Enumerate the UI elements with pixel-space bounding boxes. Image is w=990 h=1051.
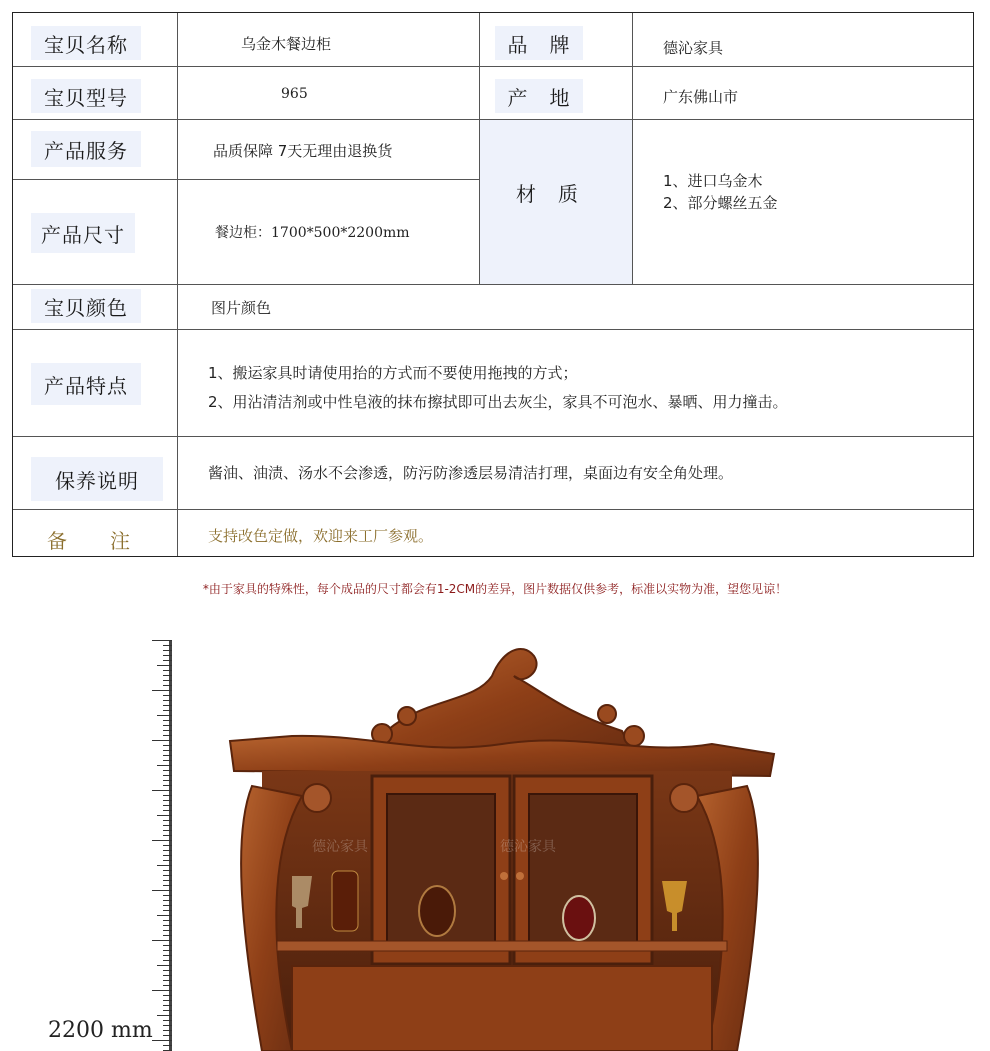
care-value: 酱油、油渍、汤水不会渗透，防污防渗透层易清洁打理，桌面边有安全角处理。 <box>208 464 734 482</box>
ruler-tick <box>163 695 172 696</box>
origin-value: 广东佛山市 <box>663 88 739 106</box>
feature-item: 1、搬运家具时请使用抬的方式而不要使用拖拽的方式； <box>208 364 578 382</box>
ruler-tick <box>163 775 172 776</box>
ruler-tick <box>163 705 172 706</box>
ruler-tick <box>163 685 172 686</box>
ruler-tick <box>163 1035 172 1036</box>
brand-label: 品 牌 <box>495 26 583 60</box>
product-name-label: 宝贝名称 <box>31 26 141 60</box>
ruler-tick <box>163 1045 172 1046</box>
features-list <box>208 359 788 417</box>
ruler-tick <box>157 765 172 766</box>
service-label: 产品服务 <box>31 131 141 167</box>
ruler-tick <box>163 760 172 761</box>
ruler-tick <box>163 745 172 746</box>
ruler-tick <box>163 785 172 786</box>
ruler-tick <box>163 710 172 711</box>
ruler-tick <box>163 1010 172 1011</box>
ruler-tick <box>163 950 172 951</box>
ruler-tick <box>163 960 172 961</box>
remark-value: 支持改色定做，欢迎来工厂参观。 <box>208 527 434 545</box>
ruler-tick <box>163 660 172 661</box>
ruler-tick <box>163 855 172 856</box>
ruler-tick <box>163 945 172 946</box>
ruler-tick <box>152 890 172 891</box>
ruler-tick <box>163 870 172 871</box>
ruler-tick <box>163 805 172 806</box>
feature-item: 2、用沾清洁剂或中性皂液的抹布擦拭即可出去灰尘，家具不可泡水、暴晒、用力撞击。 <box>208 393 788 411</box>
ruler-tick <box>163 955 172 956</box>
ruler-tick <box>163 900 172 901</box>
ruler-tick <box>157 665 172 666</box>
ruler-tick <box>163 680 172 681</box>
height-ruler <box>150 640 172 1051</box>
ruler-tick <box>163 735 172 736</box>
size-label: 产品尺寸 <box>31 213 135 253</box>
ruler-tick <box>157 865 172 866</box>
ruler-tick <box>152 690 172 691</box>
ruler-tick <box>163 935 172 936</box>
ruler-tick <box>163 895 172 896</box>
ruler-tick <box>163 730 172 731</box>
ruler-tick <box>163 800 172 801</box>
spec-table <box>12 12 974 557</box>
care-label: 保养说明 <box>31 457 163 501</box>
remark-label: 备 注 <box>47 529 131 553</box>
ruler-tick <box>152 1040 172 1041</box>
ruler-tick <box>163 1005 172 1006</box>
ruler-tick <box>163 675 172 676</box>
ruler-tick <box>163 845 172 846</box>
features-label: 产品特点 <box>31 363 141 405</box>
ruler-tick <box>157 1015 172 1016</box>
ruler-tick <box>163 910 172 911</box>
product-name-value: 乌金木餐边柜 <box>241 35 332 53</box>
ruler-tick <box>163 750 172 751</box>
ruler-tick <box>163 875 172 876</box>
ruler-tick <box>157 815 172 816</box>
ruler-tick <box>163 1030 172 1031</box>
size-value: 餐边柜：1700*500*2200mm <box>215 225 410 241</box>
ruler-tick <box>163 925 172 926</box>
ruler-tick <box>163 830 172 831</box>
ruler-tick <box>163 720 172 721</box>
ruler-tick <box>163 995 172 996</box>
ruler-tick <box>163 795 172 796</box>
origin-label: 产 地 <box>495 79 583 113</box>
ruler-tick <box>152 640 172 641</box>
ruler-tick <box>163 920 172 921</box>
ruler-tick <box>163 650 172 651</box>
ruler-tick <box>163 975 172 976</box>
ruler-tick <box>152 990 172 991</box>
ruler-tick <box>163 780 172 781</box>
watermark-left: 德沁家具 <box>312 839 368 855</box>
ruler-tick <box>163 1025 172 1026</box>
color-value: 图片颜色 <box>211 299 272 317</box>
ruler-tick <box>157 965 172 966</box>
material-label: 材 质 <box>516 182 579 206</box>
service-value: 品质保障 7天无理由退换货 <box>213 142 393 160</box>
ruler-tick <box>163 860 172 861</box>
ruler-tick <box>163 820 172 821</box>
watermark-center: 德沁家具 <box>500 839 556 855</box>
size-disclaimer: *由于家具的特殊性，每个成品的尺寸都会有1-2CM的差异，图片数据仅供参考，标准以实物为准，望您见谅！ <box>202 582 788 596</box>
material-item: 2、部分螺丝五金 <box>663 194 778 212</box>
material-list <box>663 170 778 214</box>
ruler-tick <box>152 940 172 941</box>
color-label: 宝贝颜色 <box>31 289 141 323</box>
ruler-tick <box>152 790 172 791</box>
model-label: 宝贝型号 <box>31 79 141 113</box>
ruler-tick <box>163 905 172 906</box>
height-dimension-label: 2200 mm <box>48 1018 153 1043</box>
material-item: 1、进口乌金木 <box>663 172 763 190</box>
ruler-tick <box>163 700 172 701</box>
ruler-tick <box>163 970 172 971</box>
ruler-tick <box>163 835 172 836</box>
ruler-tick <box>163 655 172 656</box>
ruler-tick <box>163 755 172 756</box>
ruler-tick <box>163 985 172 986</box>
ruler-tick <box>163 850 172 851</box>
ruler-tick <box>163 1000 172 1001</box>
ruler-tick <box>152 840 172 841</box>
ruler-tick <box>163 810 172 811</box>
ruler-tick <box>163 980 172 981</box>
ruler-tick <box>152 740 172 741</box>
ruler-tick <box>157 715 172 716</box>
ruler-tick <box>163 885 172 886</box>
brand-value: 德沁家具 <box>663 39 724 57</box>
ruler-tick <box>163 1020 172 1021</box>
ruler-tick <box>163 725 172 726</box>
ruler-tick <box>163 645 172 646</box>
ruler-tick <box>163 930 172 931</box>
ruler-tick <box>163 825 172 826</box>
ruler-tick <box>157 915 172 916</box>
ruler-tick <box>163 670 172 671</box>
ruler-tick <box>163 770 172 771</box>
ruler-tick <box>163 880 172 881</box>
sideboard-image <box>222 636 782 1051</box>
model-value: 965 <box>281 86 308 102</box>
